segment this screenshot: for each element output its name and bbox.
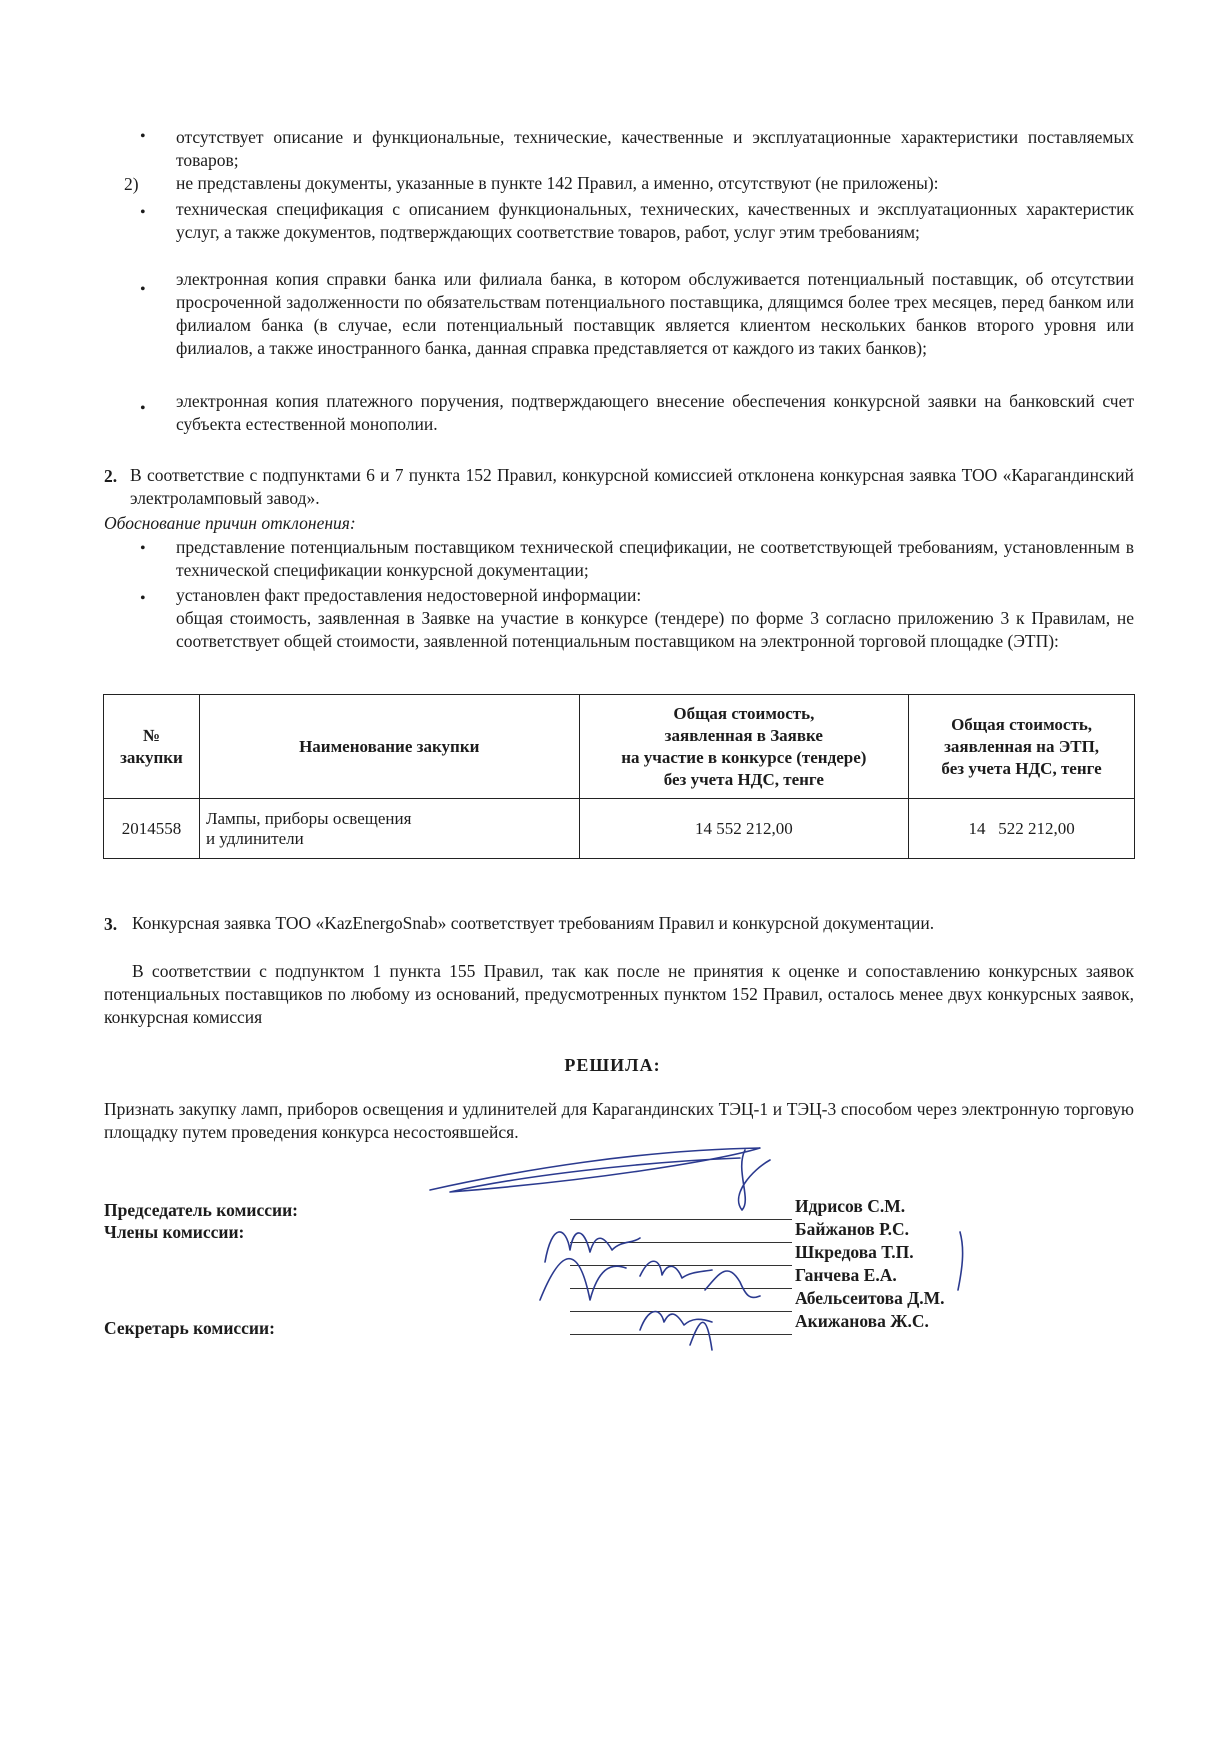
members-label: Члены комиссии: (104, 1222, 245, 1242)
cell-procurement-name: Лампы, приборы освещения и удлинители (199, 799, 579, 859)
secretary-label: Секретарь комиссии: (104, 1318, 275, 1338)
member-signature-1b (540, 1259, 626, 1300)
bullet-marker: • (140, 204, 146, 221)
bullet-marker: • (140, 590, 146, 607)
section-3-number: 3. (104, 914, 118, 934)
bullet-marker: • (140, 540, 146, 557)
rejection-reason-heading: Обоснование причин отклонения: (104, 513, 356, 533)
member-signature-1 (545, 1232, 640, 1262)
chair-label: Председатель комиссии: (104, 1200, 299, 1220)
section-2-text: В соответствие с подпунктами 6 и 7 пункта 152 Правил, конкурсной комиссией отклонена конкурсная заявка ТОО «Карагандинский электроламповый завод». (130, 465, 1134, 508)
section-2-number: 2. (104, 466, 118, 486)
member-name: Шкредова Т.П. (795, 1242, 914, 1262)
conclusion-paragraph: В соответствии с подпунктом 1 пункта 155 Правил, так как после не принятия к оценке и сопоставлению конкурсных заявок потенциальных поставщиков по любому из оснований, предусмотренных пунктом 152 Правил, осталось менее двух конкурсных заявок, конкурсная комиссия (104, 961, 1134, 1027)
bullet-marker: • (140, 128, 146, 145)
chair-signature-mark (739, 1150, 770, 1210)
member-signature-4 (640, 1312, 712, 1330)
decision-heading: РЕШИЛА: (564, 1055, 661, 1075)
requirement-bullet-a: отсутствует описание и функциональные, технические, качественные и эксплуатационные характеристики поставляемых товаров; (176, 127, 1134, 170)
cell-procurement-number: 2014558 (104, 799, 200, 859)
member-signature-4b (690, 1322, 712, 1350)
member-name: Ганчева Е.А. (795, 1265, 897, 1285)
member-name: Байжанов Р.С. (795, 1219, 909, 1239)
header-etp-total: Общая стоимость, заявленная на ЭТП, без учета НДС, тенге (909, 695, 1135, 799)
section-3-text: Конкурсная заявка ТОО «KazEnergoSnab» соответствует требованиям Правил и конкурсной документации. (132, 913, 935, 933)
rejection-bullet-a: представление потенциальным поставщиком технической спецификации, не соответствующей требованиям, установленным в технической спецификации конкурсной документации; (176, 537, 1134, 580)
requirement-bullet-b: техническая спецификация с описанием функциональных, технических, качественных и эксплуатационных характеристик услуг, а также документов, подтверждающих соответствие товаров, работ, услуг этим требованиям; (176, 199, 1134, 242)
cell-etp-total: 14 522 212,00 (909, 799, 1135, 859)
member-name: Идрисов С.М. (795, 1196, 906, 1216)
cell-bid-total: 14 552 212,00 (579, 799, 909, 859)
header-procurement-name: Наименование закупки (199, 695, 579, 799)
header-bid-total: Общая стоимость, заявленная в Заявке на участие в конкурсе (тендере) без учета НДС, тенге (579, 695, 909, 799)
rejection-bullet-b: установлен факт предоставления недостоверной информации: (176, 585, 642, 605)
requirement-bullet-c: электронная копия справки банка или филиала банка, в котором обслуживается потенциальный поставщик, об отсутствии просроченной задолженности по обязательствам потенциального поставщика, длящимся более трех месяцев, перед банком или филиалом банка (в случае, если потенциальный поставщик является клиентом нескольких банков второго уровня или филиалов, а также иностранного банка, данная справка представляется от каждого из таких банков); (176, 269, 1134, 358)
header-procurement-number: № закупки (104, 695, 200, 799)
chair-signature (430, 1148, 760, 1192)
member-name: Абельсеитова Д.М. (795, 1288, 945, 1308)
bullet-marker: • (140, 400, 146, 417)
member-signature-2 (640, 1261, 712, 1278)
member-name: Акижанова Ж.С. (795, 1311, 929, 1331)
decision-text: Признать закупку ламп, приборов освещения и удлинителей для Карагандинских ТЭЦ-1 и ТЭЦ-3 способом через электронную торговую площадку путем проведения конкурса несостоявшейся. (104, 1099, 1134, 1142)
bullet-marker: • (140, 281, 146, 298)
item-2-text: не представлены документы, указанные в пункте 142 Правил, а именно, отсутствуют (не приложены): (176, 173, 939, 193)
member-signature-3 (705, 1271, 760, 1297)
member-signature-5 (958, 1232, 963, 1290)
rejection-bullet-b-detail: общая стоимость, заявленная в Заявке на участие в конкурсе (тендере) по форме 3 согласно приложению 3 к Правилам, не соответствует общей стоимости, заявленной потенциальным поставщиком на электронной торговой площадке (ЭТП): (176, 608, 1134, 651)
requirement-bullet-d: электронная копия платежного поручения, подтверждающего внесение обеспечения конкурсной заявки на банковский счет субъекта естественной монополии. (176, 391, 1134, 434)
item-2-number: 2) (124, 174, 139, 194)
